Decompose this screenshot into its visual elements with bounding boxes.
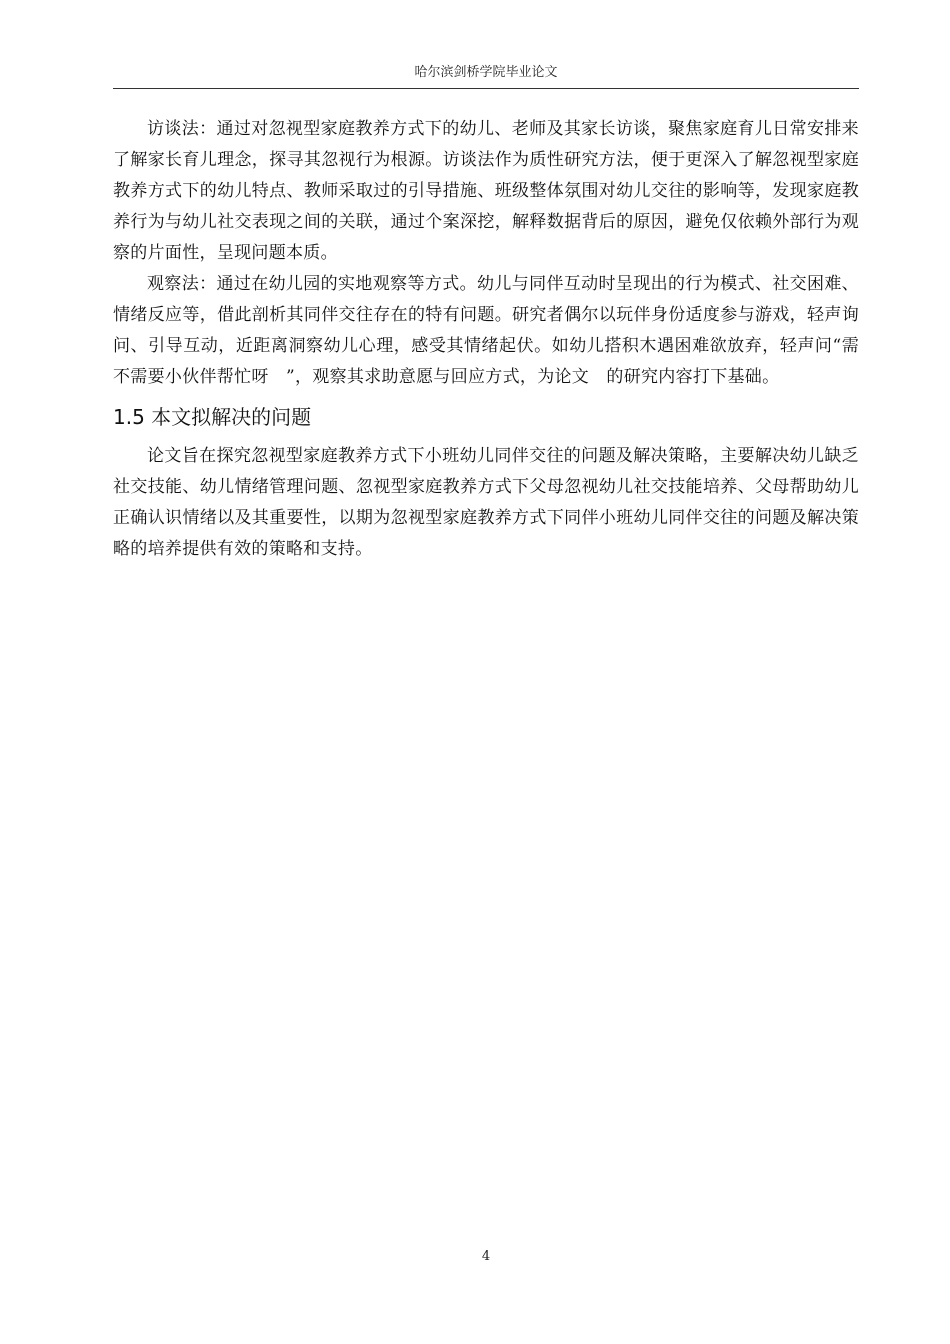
page-body <box>113 114 859 565</box>
paragraph-interview-method: 访谈法：通过对忽视型家庭教养方式下的幼儿、老师及其家长访谈，聚焦家庭育儿日常安排来了解家长育儿理念，探寻其忽视行为根源。访谈法作为质性研究方法，便于更深入了解忽视型家庭教养方式下的幼儿特点、教师采取过的引导措施、班级整体氛围对幼儿交往的影响等，发现家庭教养行为与幼儿社交表现之间的关联，通过个案深挖，解释数据背后的原因，避免仅依赖外部行为观察的片面性，呈现问题本质。 <box>113 119 859 263</box>
page-number: 4 <box>481 1249 491 1264</box>
section-heading: 1.5 本文拟解决的问题 <box>113 405 312 429</box>
running-header: 哈尔滨剑桥学院毕业论文 <box>414 65 558 80</box>
paragraph-problems-to-solve: 论文旨在探究忽视型家庭教养方式下小班幼儿同伴交往的问题及解决策略，主要解决幼儿缺乏社交技能、幼儿情绪管理问题、忽视型家庭教养方式下父母忽视幼儿社交技能培养、父母帮助幼儿正确认识情绪以及其重要性，以期为忽视型家庭教养方式下同伴小班幼儿同伴交往的问题及解决策略的培养提供有效的策略和支持。 <box>113 446 859 559</box>
paragraph-observation-method: 观察法：通过在幼儿园的实地观察等方式。幼儿与同伴互动时呈现出的行为模式、社交困难、情绪反应等，借此剖析其同伴交往存在的特有问题。研究者偶尔以玩伴身份适度参与游戏，轻声询问、引导互动，近距离洞察幼儿心理，感受其情绪起伏。如幼儿搭积木遇困难欲放弃，轻声问“需不需要小伙伴帮忙呀 ”，观察其求助意愿与回应方式，为论文 的研究内容打下基础。 <box>113 274 859 387</box>
header-divider <box>113 88 859 89</box>
